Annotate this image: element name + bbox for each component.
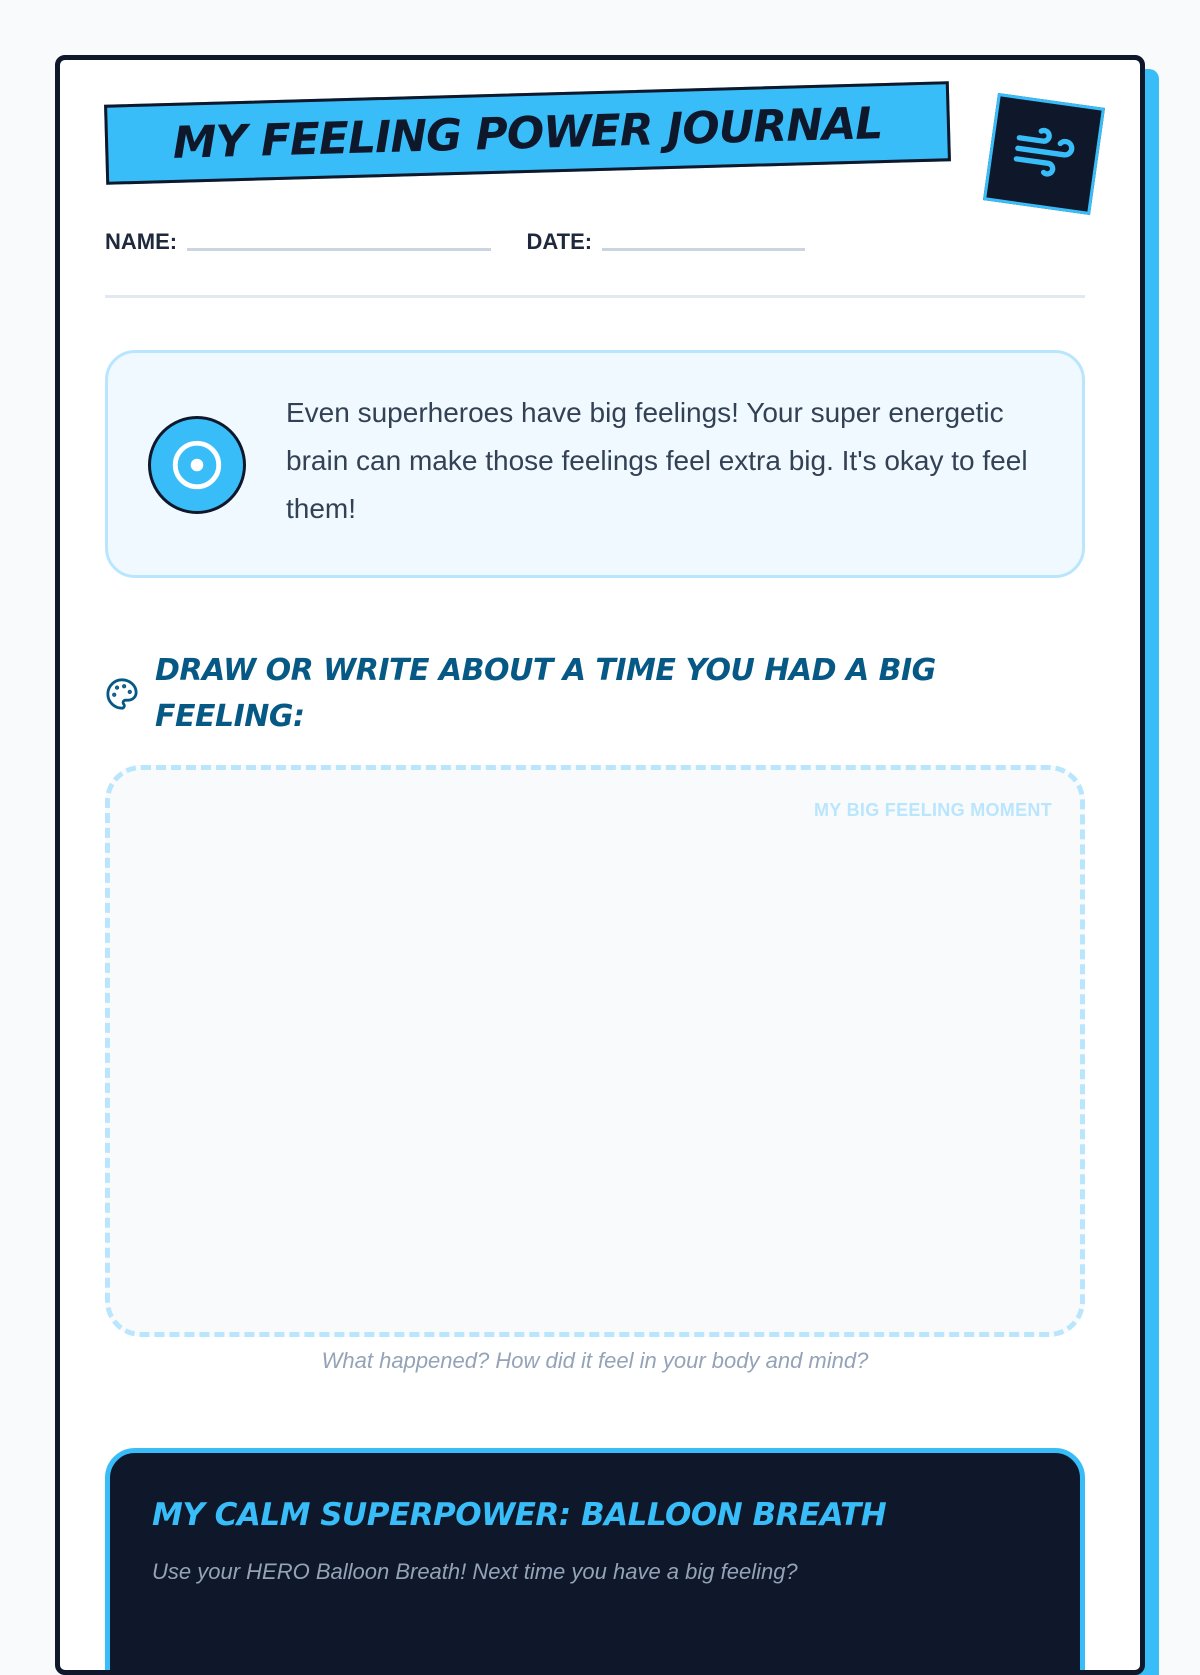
wind-icon xyxy=(1008,116,1081,192)
wind-badge xyxy=(983,93,1105,215)
section-title: DRAW OR WRITE ABOUT A TIME YOU HAD A BIG FEELING: xyxy=(155,653,936,734)
drawing-area-label: MY BIG FEELING MOMENT xyxy=(814,800,1052,820)
drawing-caption: What happened? How did it feel in your body and mind? xyxy=(321,1348,869,1373)
palette-icon xyxy=(105,677,139,711)
name-date-row xyxy=(105,225,805,255)
target-icon xyxy=(148,416,246,514)
calm-title: MY CALM SUPERPOWER: BALLOON BREATH xyxy=(152,1497,887,1533)
calm-text: Use your HERO Balloon Breath! Next time you have a big feeling? xyxy=(152,1559,798,1584)
date-field[interactable] xyxy=(602,248,805,251)
header-divider xyxy=(105,295,1085,298)
name-label: NAME: xyxy=(105,229,178,254)
big-feeling-heading xyxy=(105,648,1065,740)
intro-callout xyxy=(105,350,1085,578)
date-label: DATE: xyxy=(526,229,593,254)
drawing-area[interactable] xyxy=(105,765,1085,1337)
calm-superpower-card xyxy=(105,1448,1085,1675)
page-title: MY FEELING POWER JOURNAL xyxy=(172,97,883,169)
name-field[interactable] xyxy=(187,248,491,251)
intro-text: Even superheroes have big feelings! Your super energetic brain can make those feelings feel extra big. It's okay to feel them! xyxy=(286,397,1028,524)
journal-page xyxy=(55,55,1145,1675)
title-banner xyxy=(104,81,951,185)
